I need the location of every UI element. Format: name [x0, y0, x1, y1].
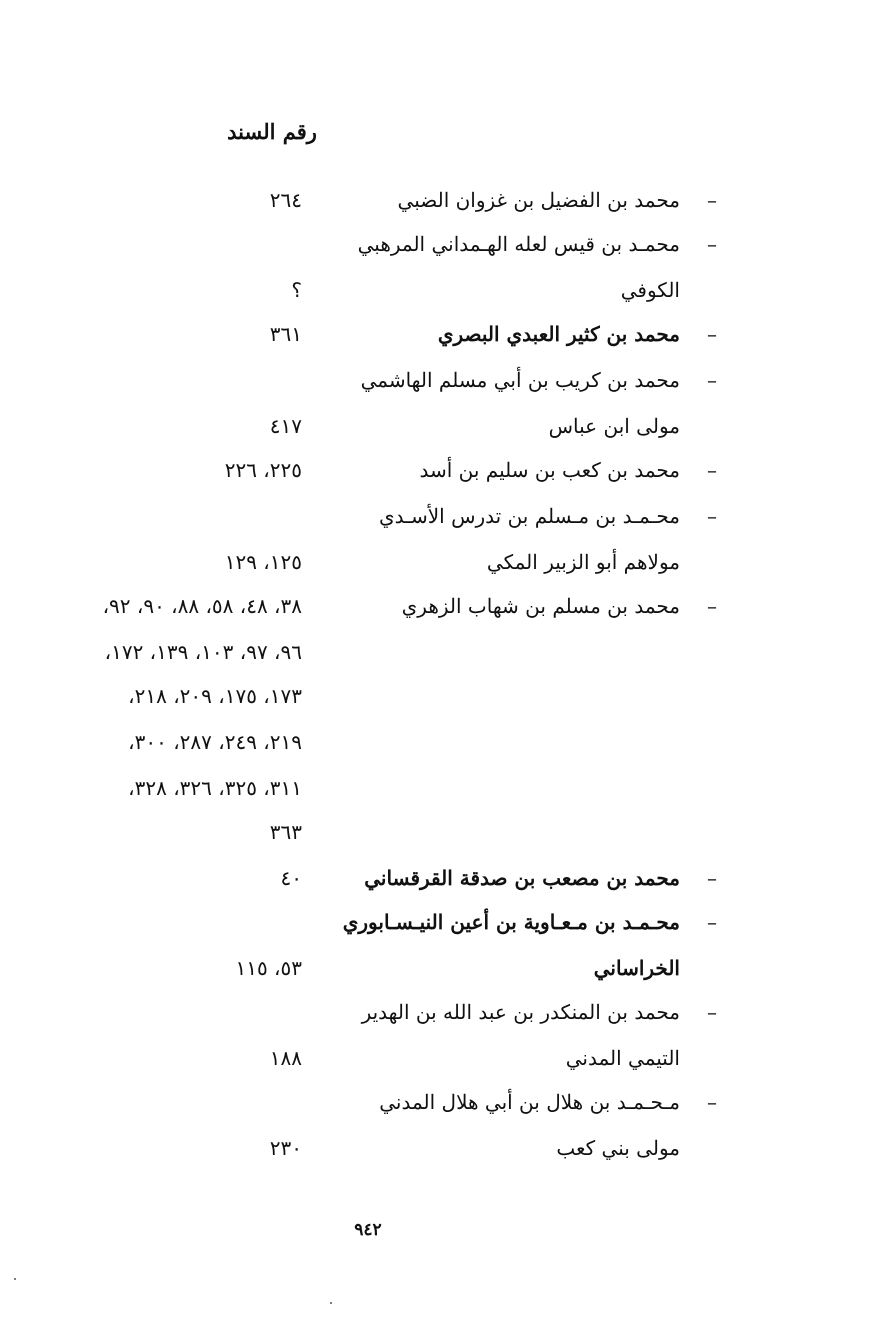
narrator-name: الخراساني: [593, 956, 680, 980]
sanad-numbers: ١٧٣، ١٧٥، ٢٠٩، ٢١٨،: [128, 684, 302, 708]
narrator-name: مولى ابن عباس: [548, 414, 680, 438]
sanad-numbers: ١٨٨: [269, 1046, 302, 1070]
narrator-name: محـمـد بن مـسلم بن تدرس الأسـدي: [379, 504, 680, 528]
narrator-name: التيمي المدني: [565, 1046, 680, 1070]
narrator-name: محمد بن المنكدر بن عبد الله بن الهدير: [361, 1000, 680, 1024]
sanad-numbers: ٩٦، ٩٧، ١٠٣، ١٣٩، ١٧٢،: [104, 640, 302, 664]
sanad-numbers: ٢٢٥، ٢٢٦: [224, 458, 302, 482]
index-line: [0, 584, 876, 628]
index-line: [0, 720, 876, 764]
index-line: [0, 810, 876, 854]
narrator-name: محمـد بن قيس لعله الهـمداني المرهبي: [357, 232, 680, 256]
index-line: [0, 358, 876, 402]
index-line: [0, 990, 876, 1034]
index-line: [0, 630, 876, 674]
scan-speck: [14, 1278, 16, 1280]
narrator-name: محمد بن مسلم بن شهاب الزهري: [401, 594, 680, 618]
index-line: [0, 1036, 876, 1080]
entry-dash: –: [707, 594, 717, 618]
narrator-name: محمد بن الفضيل بن غزوان الضبي: [397, 188, 680, 212]
narrator-name: محـمـد بن مـعـاوية بن أعين النيـسـابوري: [342, 910, 680, 934]
index-line: [0, 448, 876, 492]
entry-dash: –: [707, 866, 717, 890]
narrator-name: الكوفي: [620, 278, 680, 302]
sanad-numbers: ٢١٩، ٢٤٩، ٢٨٧، ٣٠٠،: [128, 730, 302, 754]
narrator-name: محمد بن كريب بن أبي مسلم الهاشمي: [360, 368, 680, 392]
entry-dash: –: [707, 910, 717, 934]
index-line: [0, 1126, 876, 1170]
sanad-numbers: ٤٠: [280, 866, 302, 890]
index-line: [0, 312, 876, 356]
entry-dash: –: [707, 322, 717, 346]
column-header: رقم السند: [227, 119, 317, 144]
sanad-numbers: ٤١٧: [269, 414, 302, 438]
entry-dash: –: [707, 504, 717, 528]
narrator-name: محمد بن كعب بن سليم بن أسد: [419, 458, 680, 482]
index-line: [0, 900, 876, 944]
sanad-numbers: ٣٦٣: [269, 820, 302, 844]
page-number: ٩٤٢: [354, 1220, 382, 1240]
index-line: [0, 766, 876, 810]
entry-dash: –: [707, 232, 717, 256]
index-line: [0, 540, 876, 584]
index-line: [0, 674, 876, 718]
sanad-numbers: ٣٦١: [269, 322, 302, 346]
sanad-numbers: ٣١١، ٣٢٥، ٣٢٦، ٣٢٨،: [128, 776, 302, 800]
entry-dash: –: [707, 1090, 717, 1114]
index-line: [0, 494, 876, 538]
sanad-numbers: ١٢٥، ١٢٩: [224, 550, 302, 574]
entry-dash: –: [707, 368, 717, 392]
index-line: [0, 856, 876, 900]
sanad-numbers: ؟: [291, 278, 302, 302]
narrator-name: محمد بن كثير العبدي البصري: [437, 322, 680, 346]
sanad-numbers: ٥٣، ١١٥: [235, 956, 302, 980]
narrator-name: محمد بن مصعب بن صدقة القرقساني: [364, 866, 680, 890]
index-line: [0, 404, 876, 448]
entry-dash: –: [707, 1000, 717, 1024]
index-line: [0, 222, 876, 266]
narrator-name: مولاهم أبو الزبير المكي: [486, 550, 680, 574]
entry-dash: –: [707, 188, 717, 212]
index-line: [0, 268, 876, 312]
sanad-numbers: ٢٣٠: [269, 1136, 302, 1160]
scan-speck: [330, 1302, 332, 1304]
sanad-numbers: ٢٦٤: [269, 188, 302, 212]
sanad-numbers: ٣٨، ٤٨، ٥٨، ٨٨، ٩٠، ٩٢،: [102, 594, 302, 618]
narrator-name: مولى بني كعب: [556, 1136, 680, 1160]
index-line: [0, 946, 876, 990]
entry-dash: –: [707, 458, 717, 482]
index-line: [0, 1080, 876, 1124]
narrator-name: مـحـمـد بن هلال بن أبي هلال المدني: [379, 1090, 680, 1114]
index-line: [0, 178, 876, 222]
